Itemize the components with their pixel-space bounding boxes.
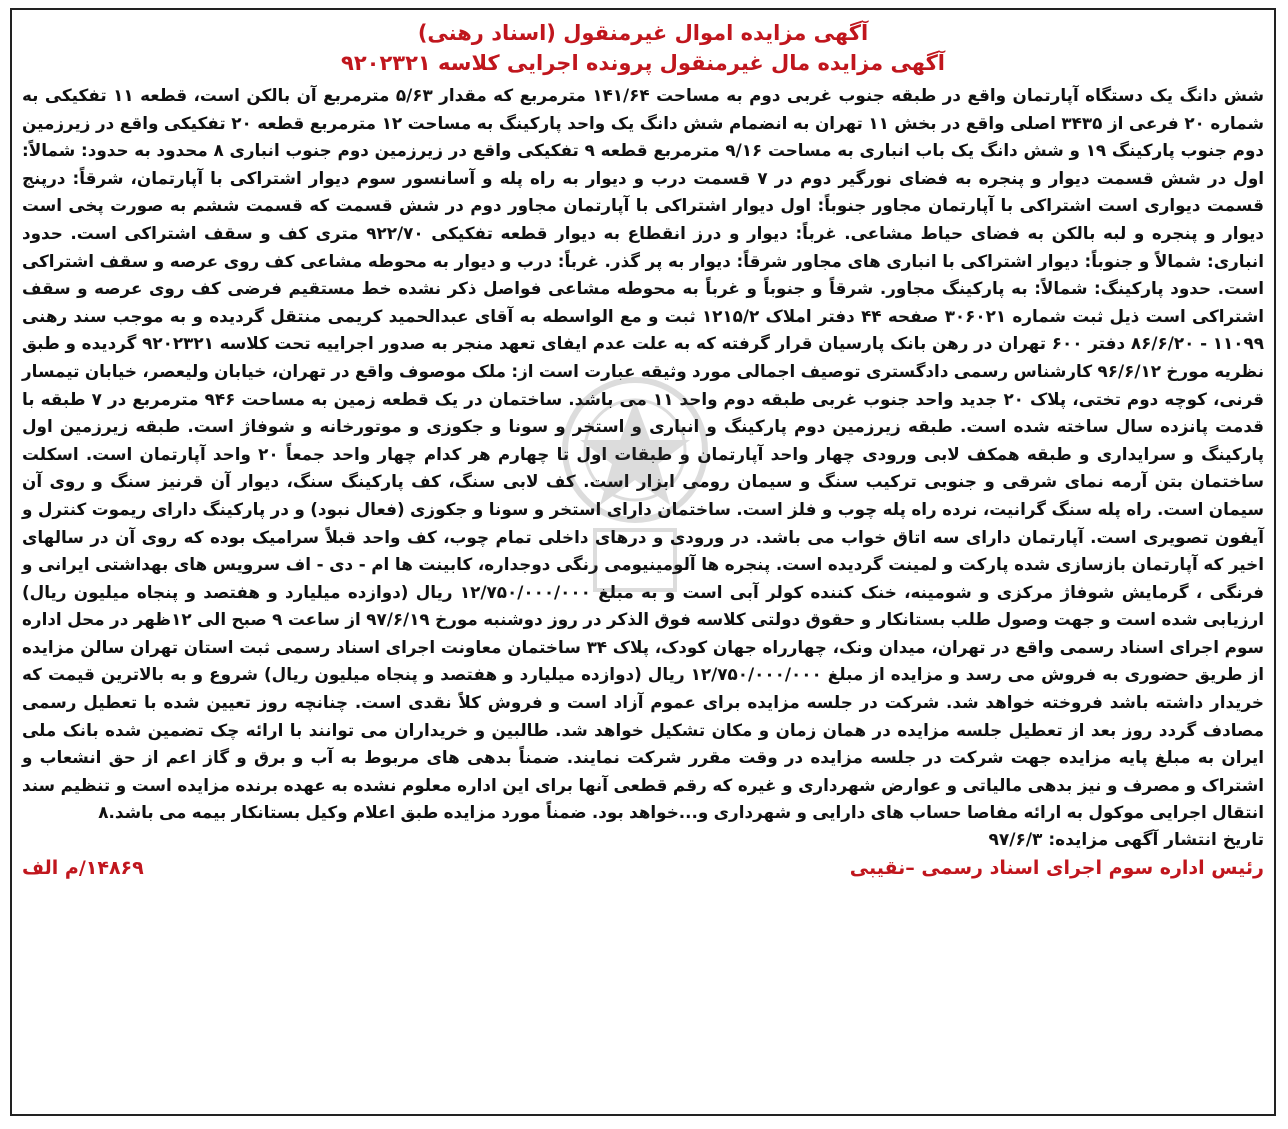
publication-date: تاریخ انتشار آگهی مزایده: ۹۷/۶/۳ bbox=[988, 830, 1264, 851]
notice-footer bbox=[22, 855, 1264, 881]
notice-title-case: آگهی مزایده مال غیرمنقول پرونده اجرایی کلاسه ۹۲۰۲۳۲۱ bbox=[341, 51, 945, 75]
notice-page bbox=[10, 8, 1276, 1116]
signature-line: رئیس اداره سوم اجرای اسناد رسمی –نقیبی bbox=[849, 857, 1264, 880]
notice-title-main: آگهی مزایده اموال غیرمنقول (اسناد رهنی) bbox=[417, 21, 869, 45]
notice-body: شش دانگ یک دستگاه آپارتمان واقع در طبقه جنوب غربی دوم به مساحت ۱۴۱/۶۴ مترمربع که مقدار ۵/۶۳ مترمربع آن بالکن است، قطعه ۱۱ تفکیکی به شماره ۲۰ فرعی از ۳۴۳۵ اصلی واقع در بخش ۱۱ تهران به انضمام شش دانگ یک واحد پارکینگ به مساحت ۱۲ مترمربع قطعه ۲۰ تفکیکی واقع در زیرزمین دوم جنوب پارکینگ ۱۹ و شش دانگ یک باب انباری به مساحت ۹/۱۶ مترمربع قطعه ۹ تفکیکی واقع در زیرزمین دوم جنوب انباری ۸ محدود به حدود: شمالاً: اول در شش قسمت دیوار و پنجره به فضای نورگیر دوم در ۷ قسمت درب و دیوار به راه پله و آسانسور سوم دیوار اشتراکی با آپارتمان، شرقاً: درپنج قسمت دیواری است اشتراکی با آپارتمان مجاور جنوباً: اول دیوار اشتراکی با آپارتمان مجاور دوم در شش قسمت که قسمت ششم به صورت پخی است دیوار و پنجره و لبه بالکن به فضای حیاط مشاعی. غرباً: دیوار و درز انقطاع به دیوار قطعه تفکیکی ۹۲۲/۷۰ متری کف و سقف اشتراکی است. حدود انباری: شمالاً و جنوباً: دیوار اشتراکی با انباری های مجاور شرقاً: دیوار به پر گذر. غرباً: درب و دیوار به محوطه مشاعی کف روی عرصه و سقف اشتراکی است. حدود پارکینگ: شمالاً: به پارکینگ مجاور. شرقاً و جنوباً و غرباً به محوطه مشاعی فواصل ذکر نشده خط مستقیم فرضی کف روی عرصه و سقف اشتراکی است ذیل ثبت شماره ۳۰۶۰۲۱ صفحه ۴۴ دفتر املاک ۱۲۱۵/۲ ثبت و مع الواسطه به آقای عبدالحمید کریمی منتقل گردیده و به موجب سند رهنی ۱۱۰۹۹ - ۸۶/۶/۲۰ دفتر ۶۰۰ تهران در رهن بانک پارسیان قرار گرفته که به علت عدم ایفای تعهد منجر به صدور اجراییه تحت کلاسه ۹۲۰۲۳۲۱ گردیده و طبق نظریه مورخ ۹۶/۶/۱۲ کارشناس رسمی دادگستری توصیف اجمالی مورد وثیقه عبارت است از: ملک موصوف واقع در تهران، خیابان ولیعصر، خیابان تیمسار قرنی، کوچه دوم تختی، پلاک ۲۰ جدید واحد جنوب غربی طبقه دوم واحد ۱۱ می باشد. ساختمان در یک قطعه زمین به مساحت ۹۴۶ مترمربع در ۷ طبقه با قدمت پانزده سال ساخته شده است. طبقه زیرزمین دوم پارکینگ و انباری و استخر و سونا و جکوزی و موتورخانه و شوفاژ است. طبقه زیرزمین اول پارکینگ و سرایداری و طبقه همکف لابی ورودی چهار واحد آپارتمان و طبقات اول تا چهارم هر کدام چهار واحد جمعاً ۲۰ واحد آپارتمان است. اسکلت ساختمان بتن آرمه نمای شرقی و جنوبی ترکیب سنگ و سیمان رومی ابزار است. کف لابی سنگ، کف پارکینگ سنگ، دیوار آن قرنیز سنگ و روی آن سیمان است. راه پله سنگ گرانیت، نرده راه پله چوب و فلز است. ساختمان دارای استخر و سونا و جکوزی (فعال نبود) و در پارکینگ دارای ریموت کنترل و آیفون تصویری است. آپارتمان دارای سه اتاق خواب می باشد. در ورودی و درهای داخلی تمام چوب، کف واحد قبلاً سرامیک بوده که روی آن در سالهای اخیر که آپارتمان بازسازی شده پارکت و لمینت گردیده است. پنجره ها آلومینیومی رنگی دوجداره، کابینت ها ام - دی - اف سرویس های بهداشتی ایرانی و فرنگی ، گرمایش شوفاژ مرکزی و شومینه، خنک کننده کولر آبی است و به مبلغ ۱۲/۷۵۰/۰۰۰/۰۰۰ ریال (دوازده میلیارد و هفتصد و پنجاه میلیون ریال) ارزیابی شده است و جهت وصول طلب بستانکار و حقوق دولتی کلاسه فوق الذکر در روز دوشنبه مورخ ۹۷/۶/۱۹ از ساعت ۹ صبح الی ۱۲ظهر در محل اداره سوم اجرای اسناد رسمی واقع در تهران، میدان ونک، چهارراه جهان کودک، پلاک ۳۴ ساختمان معاونت اجرای اسناد رسمی ثبت استان تهران سالن مزایده از طریق حضوری به فروش می رسد و مزایده از مبلغ ۱۲/۷۵۰/۰۰۰/۰۰۰ ریال (دوازده میلیارد و هفتصد و پنجاه میلیون ریال) شروع و به بالاترین قیمت که خریدار داشته باشد فروخته خواهد شد. شرکت در جلسه مزایده برای عموم آزاد است و فروش کلاً نقدی است. چنانچه روز تعیین شده با تعطیل رسمی مصادف گردد روز بعد از تعطیل جلسه مزایده در همان زمان و مکان تشکیل خواهد شد. طالبین و خریداران می توانند با ارائه چک تضمین شده بانک ملی ایران به مبلغ پایه مزایده جهت شرکت در جلسه مزایده در وقت مقرر شرکت نمایند. ضمناً بدهی های مربوط به آب و برق و گاز اعم از حق انشعاب و اشتراک و مصرف و نیز بدهی مالیاتی و عوارض شهرداری و غیره که رقم قطعی آنها برای این اداره معلوم نشده به عهده برنده مزایده است و تنظیم سند انتقال اجرایی موکول به ارائه مفاصا حساب های دارایی و شهرداری و...خواهد بود. ضمناً مورد مزایده طبق اعلام وکیل بستانکار بیمه می باشد.۸ bbox=[22, 85, 1265, 823]
reference-code: ۱۴۸۶۹/م الف bbox=[22, 857, 144, 880]
